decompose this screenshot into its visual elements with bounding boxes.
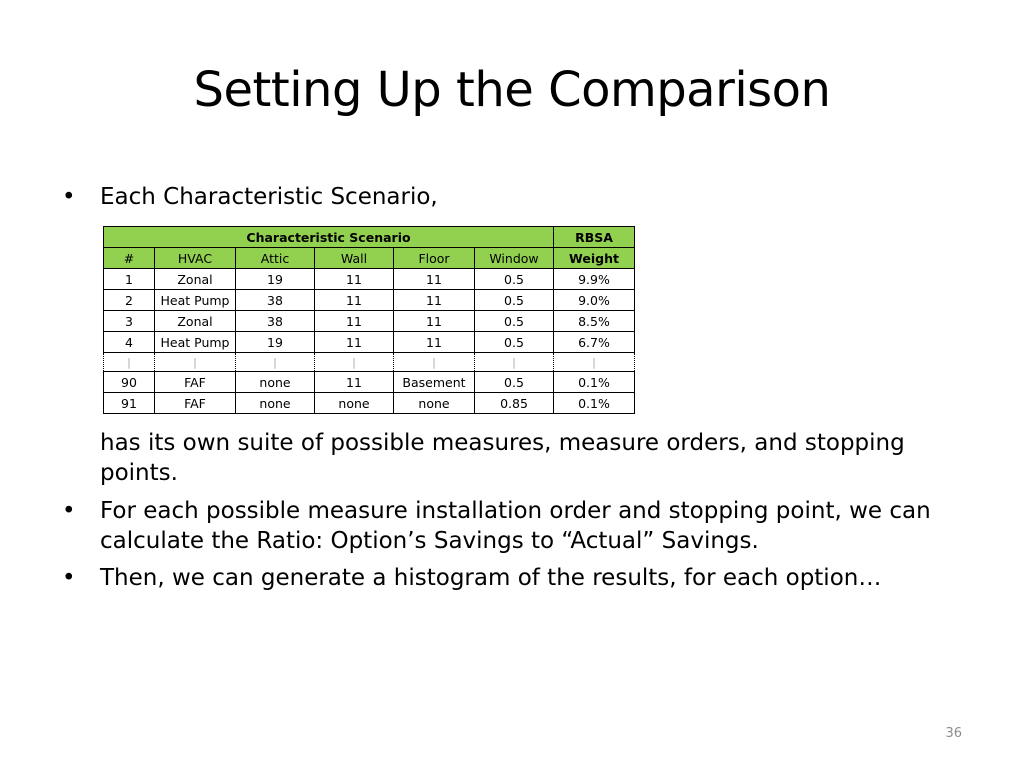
table-cell: none: [236, 372, 315, 393]
table-cell: 9.0%: [554, 290, 635, 311]
table-cell: 4: [104, 332, 155, 353]
bullet-3: [62, 563, 881, 593]
table-row: [104, 269, 635, 290]
bullet-glyph: •: [62, 184, 76, 210]
table-cell: 11: [394, 290, 475, 311]
table-cell: 1: [104, 269, 155, 290]
table-cell: 38: [236, 290, 315, 311]
table-cell: Heat Pump: [155, 290, 236, 311]
gap-cell: |: [554, 353, 635, 372]
bullet-3-text: Then, we can generate a histogram of the results, for each option…: [100, 565, 882, 591]
gap-cell: |: [155, 353, 236, 372]
table-body-top: [104, 269, 635, 353]
bullet-2-text: For each possible measure installation order and stopping point, we can calculate the Ratio: Option’s Savings to “Actual” Savings.: [100, 498, 931, 554]
col-header: Wall: [315, 248, 394, 269]
bullet-1-text: Each Characteristic Scenario,: [100, 184, 438, 210]
table-cell: 11: [315, 372, 394, 393]
table-cell: Heat Pump: [155, 332, 236, 353]
group-header: Characteristic Scenario: [104, 227, 554, 248]
gap-cell: |: [394, 353, 475, 372]
table-cell: none: [236, 393, 315, 414]
table-cell: 0.85: [475, 393, 554, 414]
gap-cell: |: [315, 353, 394, 372]
table-cell: 0.5: [475, 290, 554, 311]
table-cell: 9.9%: [554, 269, 635, 290]
slide-title: Setting Up the Comparison: [193, 62, 831, 118]
table-cell: FAF: [155, 372, 236, 393]
scenario-table: [103, 226, 635, 414]
col-header: Weight: [554, 248, 635, 269]
table-cell: 19: [236, 269, 315, 290]
gap-cell: |: [475, 353, 554, 372]
col-header: Window: [475, 248, 554, 269]
table-cell: 90: [104, 372, 155, 393]
bullet-1: [62, 182, 438, 212]
table-cell: 0.5: [475, 372, 554, 393]
rbsa-header: RBSA: [554, 227, 635, 248]
table-cell: 91: [104, 393, 155, 414]
table-cell: 11: [315, 332, 394, 353]
table-body-bottom: [104, 372, 635, 414]
table-cell: 3: [104, 311, 155, 332]
gap-cell: |: [104, 353, 155, 372]
table-cell: 11: [394, 269, 475, 290]
col-header: Floor: [394, 248, 475, 269]
col-header: HVAC: [155, 248, 236, 269]
table-cell: 0.1%: [554, 393, 635, 414]
table-cell: FAF: [155, 393, 236, 414]
table-cell: 8.5%: [554, 311, 635, 332]
table-cell: 19: [236, 332, 315, 353]
table-cell: 11: [315, 290, 394, 311]
table-cell: 11: [394, 332, 475, 353]
col-header: Attic: [236, 248, 315, 269]
table-cell: 38: [236, 311, 315, 332]
table-cell: 0.5: [475, 332, 554, 353]
table-row: [104, 393, 635, 414]
table-row: [104, 372, 635, 393]
gap-cell: |: [236, 353, 315, 372]
page-number: 36: [945, 726, 962, 741]
table-cell: none: [394, 393, 475, 414]
table-cell: 11: [394, 311, 475, 332]
table-cell: 0.1%: [554, 372, 635, 393]
bullet-glyph: •: [62, 498, 76, 524]
table-gap-row: [104, 353, 635, 372]
table-cell: 6.7%: [554, 332, 635, 353]
table-cell: Zonal: [155, 269, 236, 290]
table-cell: 11: [315, 269, 394, 290]
bullet-1-continued: has its own suite of possible measures, measure orders, and stopping points.: [100, 430, 905, 486]
table-cell: Basement: [394, 372, 475, 393]
col-header: #: [104, 248, 155, 269]
bullet-glyph: •: [62, 565, 76, 591]
table-cell: Zonal: [155, 311, 236, 332]
table-cell: 0.5: [475, 311, 554, 332]
table-row: [104, 332, 635, 353]
table-cell: 0.5: [475, 269, 554, 290]
table-cell: none: [315, 393, 394, 414]
table-row: [104, 290, 635, 311]
table-row: [104, 311, 635, 332]
bullet-2: [62, 496, 972, 556]
table-cell: 2: [104, 290, 155, 311]
table-cell: 11: [315, 311, 394, 332]
